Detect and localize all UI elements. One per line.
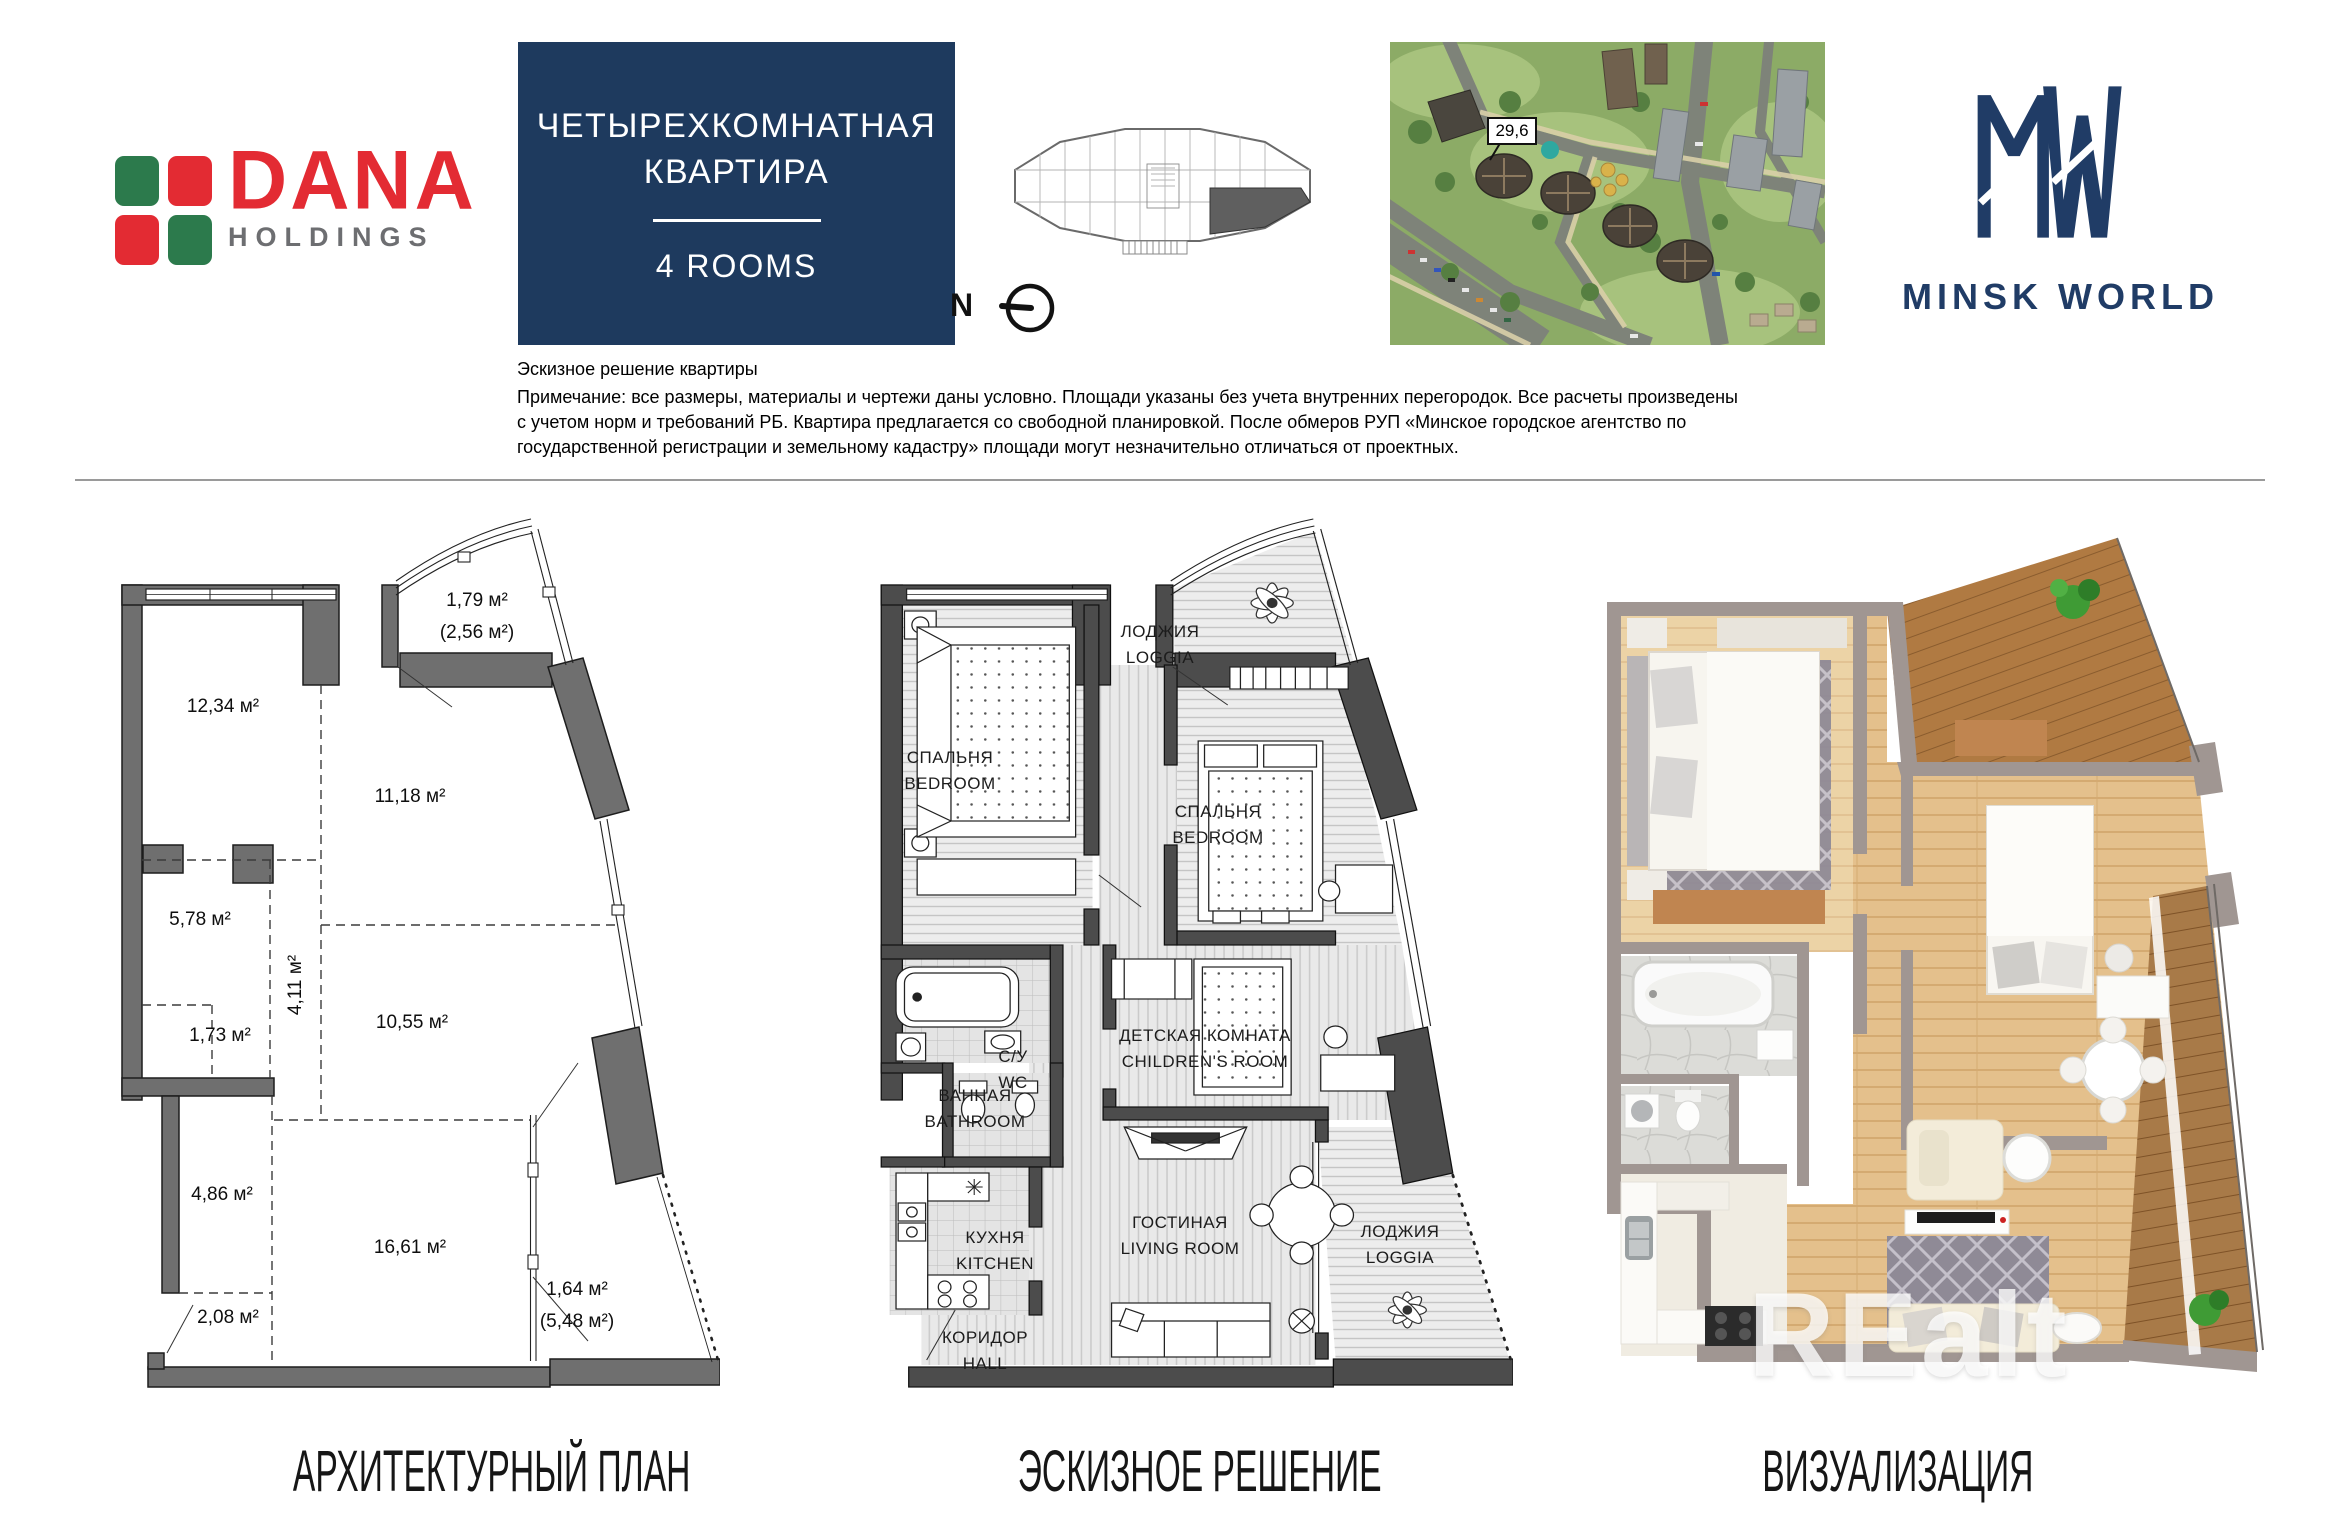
rooms-count-label: 4 ROOMS — [655, 247, 818, 284]
north-compass-icon — [978, 281, 1058, 335]
title-divider — [653, 219, 821, 222]
section-divider — [75, 479, 2265, 481]
caption-architectural-plan: АРХИТЕКТУРНЫЙ ПЛАН — [292, 1439, 691, 1504]
room-label-bedroom2: СПАЛЬНЯ BEDROOM — [1172, 802, 1264, 847]
dana-squares-icon — [115, 156, 212, 265]
caption-sketch-plan: ЭСКИЗНОЕ РЕШЕНИЕ — [1017, 1439, 1382, 1504]
site-map-callout-value: 29,6 — [1495, 121, 1529, 140]
dana-holdings-logo — [115, 134, 477, 265]
area-label-corridor: 4,11 м² — [285, 954, 306, 1016]
compass-north-label: N — [950, 287, 974, 323]
room-label-wc: С/У WC — [998, 1047, 1028, 1092]
room-label-loggia-bottom: ЛОДЖИЯ LOGGIA — [1360, 1222, 1440, 1267]
disclaimer-title: Эскизное решение квартиры — [517, 359, 758, 379]
area-label-bath-zone: 4,86 м² — [191, 1184, 253, 1205]
room-label-living: ГОСТИНАЯ LIVING ROOM — [1120, 1213, 1240, 1258]
area-label-closet: 1,73 м² — [189, 1025, 251, 1046]
room-label-bathroom: ВАННАЯ BATHROOM — [924, 1086, 1026, 1131]
room-label-kitchen: КУХНЯ KITCHEN — [955, 1228, 1035, 1273]
area-label-bedroom1: 12,34 м² — [186, 696, 260, 717]
area-label-loggia-top: 1,79 м² — [446, 590, 508, 611]
room-label-children: ДЕТСКАЯ КОМНАТА CHILDREN'S ROOM — [1119, 1026, 1291, 1071]
area-label-loggia-bottom: 1,64 м² — [546, 1279, 608, 1300]
apartment-title-box — [518, 42, 955, 345]
room-label-hall: КОРИДОР HALL — [941, 1328, 1029, 1373]
area-label-children: 10,55 м² — [375, 1012, 449, 1033]
site-map-aerial — [1390, 42, 1825, 345]
disclaimer-note — [517, 357, 1877, 460]
building-footprint-plan — [1005, 108, 1320, 278]
room-label-bedroom1: СПАЛЬНЯ BEDROOM — [904, 748, 996, 793]
area-label-hall: 5,78 м² — [169, 909, 231, 930]
site-map-callout — [1487, 117, 1537, 145]
architectural-floor-plan — [100, 515, 720, 1395]
minsk-world-monogram-icon — [1966, 62, 2126, 262]
area-label-loggia-top-total: (2,56 м²) — [439, 622, 515, 643]
disclaimer-line: с учетом норм и требований РБ. Квартира предлагается со свободной планировкой. После обмеров РУП «Минское городское агентство по — [517, 412, 1687, 432]
disclaimer-line: Примечание: все размеры, материалы и чертежи даны условно. Площади указаны без учета внутренних перегородок. Все расчеты произведены — [517, 387, 1738, 407]
caption-visualization: ВИЗУАЛИЗАЦИЯ — [1762, 1439, 2034, 1504]
area-label-living: 16,61 м² — [373, 1237, 447, 1258]
apartment-title-line1: ЧЕТЫРЕХКОМНАТНАЯ — [536, 106, 937, 145]
area-label-bedroom2: 11,18 м² — [374, 786, 446, 807]
apartment-title-line2: КВАРТИРА — [643, 152, 830, 191]
dana-logo-text: DANA — [228, 134, 477, 227]
realt-watermark: REalt — [1748, 1268, 2070, 1402]
minsk-world-logo-text: MINSK WORLD — [1902, 276, 2219, 317]
area-label-wc-zone: 2,08 м² — [197, 1307, 259, 1328]
room-label-loggia-top: ЛОДЖИЯ LOGGIA — [1120, 622, 1200, 667]
dana-logo-subtitle: HOLDINGS — [228, 221, 435, 252]
disclaimer-line: государственной регистрации и земельному кадастру» площади могут незначительно отличаться от проектных. — [517, 437, 1459, 457]
area-label-loggia-bottom-total: (5,48 м²) — [539, 1311, 615, 1332]
